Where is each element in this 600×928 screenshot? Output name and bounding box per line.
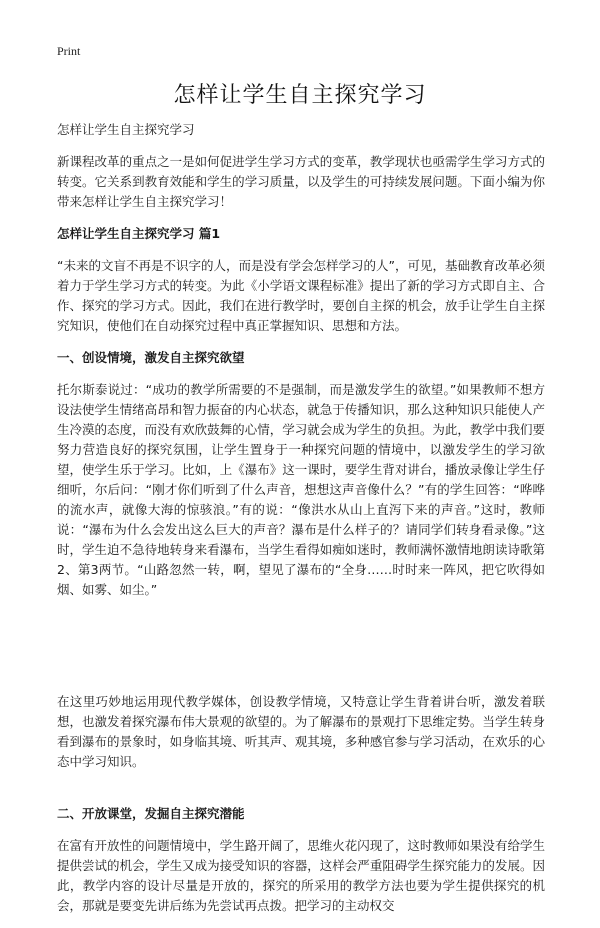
heading-create-situation: 一、创设情境，激发自主探究欲望: [57, 350, 245, 365]
section-title: 怎样让学生自主探究学习 篇1: [57, 226, 221, 241]
intro-paragraph: 新课程改革的重点之一是如何促进学生学习方式的变革，教学现状也亟需学生学习方式的转变。它关系到教育效能和学生的学习质量，以及学生的可持续发展问题。下面小编为你带来怎样让学生自主探究学习！: [57, 154, 545, 209]
article-body: [57, 120, 545, 928]
open-classroom-paragraph: 在富有开放性的问题情境中，学生路开阔了，思维火花闪现了，这时教师如果没有给学生提供尝试的机会，学生又成为接受知识的容器，这样会严重阻碍学生探究能力的发展。因此，教学内容的设计尽量是开放的，探究的所采用的教学方法也要为学生提供探究的机会，那就是要变先讲后练为先尝试再点拨。把学习的主动权交: [57, 838, 545, 913]
page-title: 怎样让学生自主探究学习: [173, 83, 427, 108]
media-paragraph: 在这里巧妙地运用现代教学媒体，创设教学情境，又特意让学生背着讲台听，激发着联想，也激发着探究瀑布伟大景观的欲望的。为了解瀑布的景观打下思维定势。当学生转身看到瀑布的景象时，如身临其境、听其声、观其境，多种感官参与学习活动，在欢乐的心态中学习知识。: [57, 694, 545, 769]
tolstoy-paragraph: 托尔斯泰说过：“成功的教学所需要的不是强制，而是激发学生的欲望。”如果教师不想方设法使学生情绪高昂和智力振奋的内心状态，就急于传播知识，那么这种知识只能使人产生冷漠的态度，而没有欢欣鼓舞的心情，学习就会成为学生的负担。为此，教学中我们要努力营造良好的探究氛围，让学生置身于一种探究问题的情境中，以激发学生的学习欲望，使学生乐于学习。比如，上《瀑布》这一课时，要学生背对讲台，播放录像让学生仔细听，尔后问：“刚才你们听到了什么声音，想想这声音像什么？”有的学生回答：“哗哗的流水声，就像大海的惊骇浪。”有的说：“像洪水从山上直泻下来的声音。”这时，教师说：“瀑布为什么会发出这么巨大的声音？瀑布是什么样子的？请同学们转身看录像。”这时，学生迫不急待地转身来看瀑布，当学生看得如痴如迷时，教师满怀激情地朗读诗歌第2、第3两节。“山路忽然一转，啊，望见了瀑布的“全身……时时来一阵风，把它吹得如烟、如雾、如尘。”: [57, 382, 545, 597]
quote-paragraph: “未来的文盲不再是不识字的人，而是没有学会怎样学习的人”，可见，基础教育改革必须着力于学生学习方式的转变。为此《小学语文课程标准》提出了新的学习方式即自主、合作、探究的学习方式。因此，我们在进行教学时，要创自主探的机会，放手让学生自主探究知识，使他们在自动探究过程中真正掌握知识、思想和方法。: [57, 258, 545, 333]
print-link[interactable]: Print: [57, 44, 81, 58]
heading-open-classroom: 二、开放课堂，发掘自主探究潜能: [57, 806, 245, 821]
article-subtitle: 怎样让学生自主探究学习: [57, 122, 195, 137]
